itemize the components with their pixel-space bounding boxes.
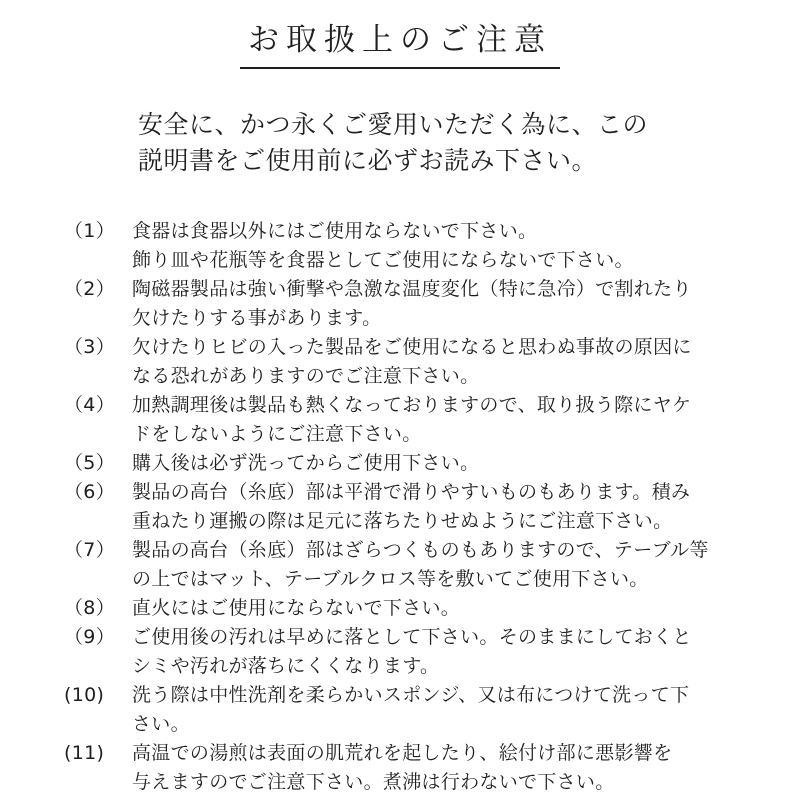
item-text [132,536,760,594]
list-item [64,536,760,594]
item-line: なる恐れがありますのでご注意下さい。 [132,365,480,388]
item-number: （7） [64,539,115,562]
item-text [132,623,760,681]
item-number: （2） [64,278,115,301]
list-item [64,739,760,797]
item-text [132,681,760,739]
item-number: （8） [64,597,115,620]
list-item [64,391,760,449]
item-line: 洗う際は中性洗剤を柔らかいスポンジ、又は布につけて洗って下 [132,684,690,707]
item-text [132,478,760,536]
item-text [132,275,760,333]
item-line: ドをしないようにご注意下さい。 [132,423,422,446]
item-text [132,449,760,478]
item-text [132,739,760,797]
list-item [64,449,760,478]
intro-line: 説明書をご使用前に必ずお読み下さい。 [138,146,598,176]
list-item [64,478,760,536]
item-line: 加熱調理後は製品も熱くなっておりますので、取り扱う際にヤケ [132,394,692,417]
page-title [0,0,800,69]
item-line: 欠けたりする事があります。 [132,307,382,330]
item-text [132,217,760,275]
item-line: 購入後は必ず洗ってからご使用下さい。 [132,452,480,475]
item-text [132,333,760,391]
intro-text [138,107,800,179]
item-number: （5） [64,452,115,475]
item-line: 重ねたり運搬の際は足元に落ちたりせぬようにご注意下さい。 [132,510,673,533]
item-line: 製品の高台（糸底）部はざらつくものもありますので、テーブル等 [132,539,709,562]
list-item [64,594,760,623]
item-line: 与えますのでご注意下さい。煮沸は行わないで下さい。 [132,771,615,794]
item-line: 食器は食器以外にはご使用ならないで下さい。 [132,220,538,243]
notice-list [0,217,800,797]
item-number: (11) [64,742,105,765]
list-item [64,681,760,739]
item-line: 高温での湯煎は表面の肌荒れを起したり、絵付け部に悪影響を [132,742,673,765]
intro-line: 安全に、かつ永くご愛用いただく為に、この [138,110,649,140]
item-line: 欠けたりヒビの入った製品をご使用になると思わぬ事故の原因に [132,336,692,359]
item-text [132,594,760,623]
item-number: （9） [64,626,115,649]
item-number: （1） [64,220,115,243]
item-line: さい。 [132,713,190,736]
item-number: （4） [64,394,115,417]
list-item [64,333,760,391]
item-line: 飾り皿や花瓶等を食器としてご使用にならないで下さい。 [132,249,634,272]
list-item [64,275,760,333]
item-number: (10) [64,684,105,707]
item-number: （6） [64,481,115,504]
item-line: 直火にはご使用にならないで下さい。 [132,597,461,620]
list-item [64,217,760,275]
item-line: シミや汚れが落ちにくくなります。 [132,655,440,678]
item-line: の上ではマット、テーブルクロス等を敷いてご使用下さい。 [132,568,649,591]
item-text [132,391,760,449]
item-line: ご使用後の汚れは早めに落として下さい。そのままにしておくと [132,626,692,649]
item-number: （3） [64,336,115,359]
item-line: 製品の高台（糸底）部は平滑で滑りやすいものもあります。積み [132,481,691,504]
page-title-text: お取扱上のご注意 [240,22,560,69]
item-line: 陶磁器製品は強い衝撃や急激な温度変化（特に急冷）で割れたり [132,278,692,301]
list-item [64,623,760,681]
